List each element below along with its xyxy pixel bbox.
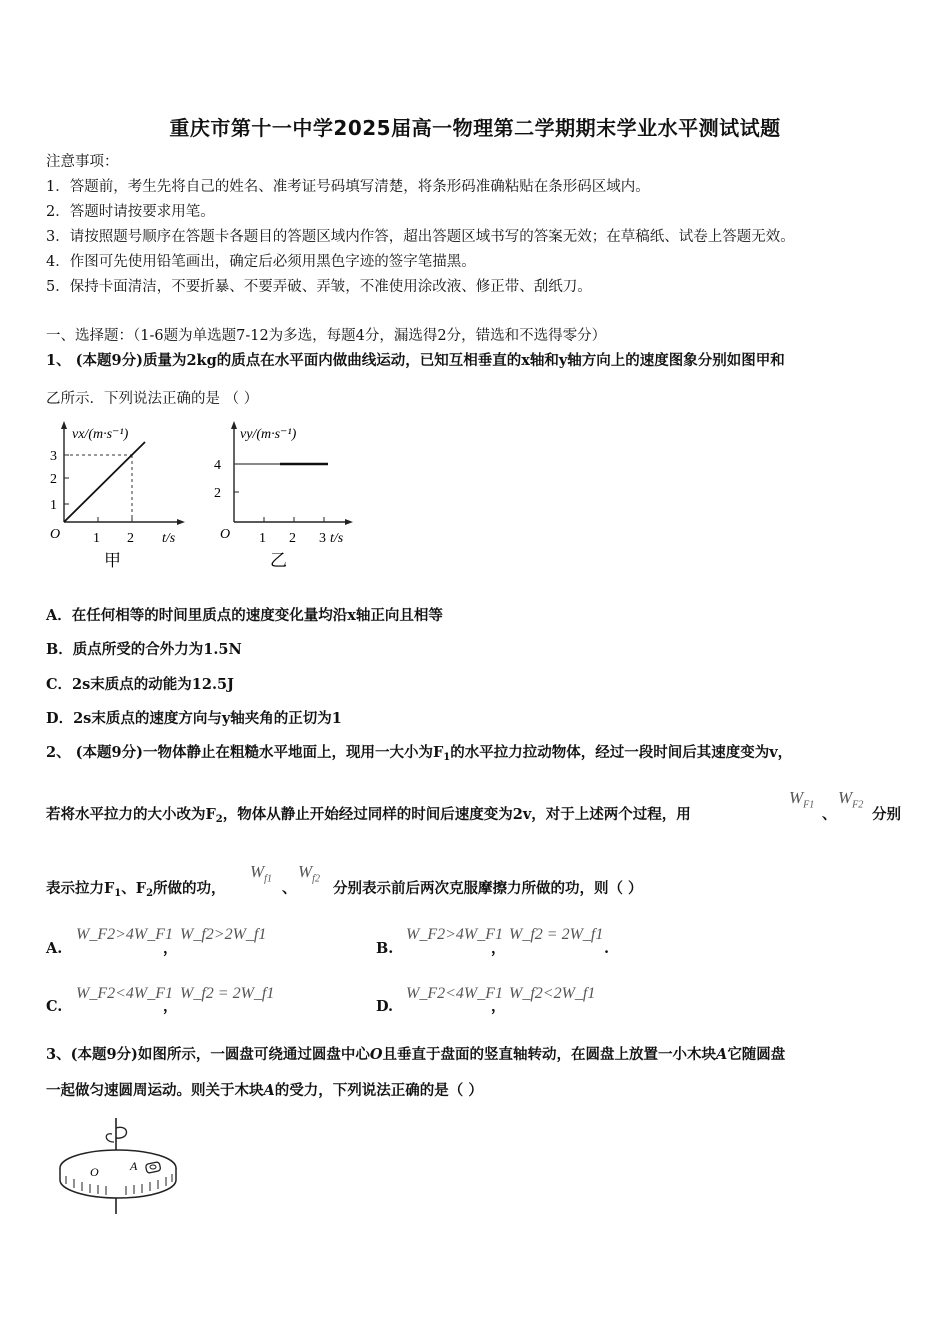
q2-line2-c: 分别 [872, 806, 901, 823]
q2-line2-b: ，物体从静止开始经过同样的时间后速度变为2v，对于上述两个过程，用 [222, 806, 691, 823]
yi-ytick-4: 4 [214, 458, 221, 473]
yi-ytick-2: 2 [214, 486, 221, 501]
notice-item-2: 2．答题时请按要求用笔。 [46, 204, 215, 220]
q2-option-d-comma: ， [491, 998, 506, 1015]
jia-origin: O [50, 527, 61, 542]
q2-option-a-expr1: W_F2>4W_F1 [76, 926, 173, 943]
q2-option-b-expr2: W_f2 = 2W_f1 [509, 926, 604, 943]
q2-line2-a: 若将水平拉力的大小改为F [46, 806, 216, 823]
q2-stem-line3: 表示拉力$F_1$、$F_2$所做的功， [46, 880, 226, 899]
yi-caption: 乙 [270, 551, 287, 570]
q2-option-d-label: D. [376, 998, 394, 1015]
q2-option-c-expr1: W_F2<4W_F1 [76, 985, 173, 1002]
q3-stem-line1: 3、(本题9分)如图所示，一圆盘可绕通过圆盘中心O且垂直于盘面的竖直轴转动，在圆盘上放置一小木块A它随圆盘 [46, 1046, 786, 1063]
jia-ytick-2: 2 [50, 472, 57, 487]
page-title: 重庆市第十一中学2025届高一物理第二学期期末学业水平测试试题 [169, 116, 781, 140]
q2-stem-line1 [46, 743, 792, 768]
q1-option-b: B．质点所受的合外力为1.5N [46, 641, 242, 658]
q2-option-a-label: A. [46, 940, 63, 957]
q2-option-b-expr1: W_F2>4W_F1 [406, 926, 503, 943]
q2-line1-sub: 1 [443, 752, 451, 763]
jia-caption: 甲 [104, 551, 121, 570]
q2-option-b-label: B. [376, 940, 394, 957]
q2-stem-line2 [46, 805, 691, 830]
q2-line2-separator: 、 [822, 806, 837, 823]
notice-item-1: 1．答题前，考生先将自己的姓名、准考证号码填写清楚，将条形码准确粘贴在条形码区域内。 [46, 179, 650, 195]
q2-option-a-expr2: W_f2>2W_f1 [180, 926, 267, 943]
q1-stem-line2: 乙所示．下列说法正确的是 （ ） [46, 391, 259, 407]
graph-yi [210, 418, 360, 576]
yi-xtick-3: 3 [319, 531, 326, 546]
rotating-disc-figure [52, 1114, 192, 1218]
q2-line3-c: 分别表示前后两次克服摩擦力所做的功，则（ ） [333, 880, 643, 897]
q2-option-b-period: . [604, 940, 610, 957]
symbol-WF2: $W_{F2}$ [838, 788, 864, 811]
notice-item-5: 5．保持卡面清洁，不要折暴、不要弄破、弄皱，不准使用涂改液、修正带、刮纸刀。 [46, 279, 592, 295]
section-heading: 一、选择题：（1-6题为单选题7-12为多选，每题4分，漏选得2分，错选和不选得零分） [46, 328, 607, 344]
q1-option-c: C．2s末质点的动能为12.5J [46, 676, 234, 693]
jia-ytick-3: 3 [50, 449, 57, 464]
notice-heading: 注意事项： [46, 154, 119, 170]
q3-stem-line2: 一起做匀速圆周运动。则关于木块A的受力，下列说法正确的是（ ） [46, 1082, 483, 1099]
q2-line2-sub: 2 [215, 814, 223, 825]
symbol-Wf1: $W_{f1}$ [250, 862, 272, 885]
q1-stem-line1: 1、 (本题9分)质量为2kg的质点在水平面内做曲线运动，已知互相垂直的x轴和y轴方向上的速度图象分别如图甲和 [46, 352, 785, 369]
jia-xlabel: t/s [162, 531, 176, 546]
yi-origin: O [220, 527, 231, 542]
yi-ylabel: vy/(m·s⁻¹) [240, 427, 297, 442]
disc-label-O: O [90, 1165, 99, 1179]
graph-jia [46, 418, 196, 576]
q2-option-d-expr2: W_f2<2W_f1 [509, 985, 596, 1002]
symbol-WF1: $W_{F1}$ [789, 788, 815, 811]
q2-line1-a: 2、 (本题9分)一物体静止在粗糙水平地面上，现用一大小为F [46, 744, 444, 761]
q1-option-a: A．在任何相等的时间里质点的速度变化量均沿x轴正向且相等 [46, 607, 443, 624]
jia-xtick-1: 1 [93, 531, 100, 546]
yi-xlabel: t/s [330, 531, 344, 546]
yi-xtick-1: 1 [259, 531, 266, 546]
notice-item-4: 4．作图可先使用铅笔画出，确定后必须用黑色字迹的签字笔描黑。 [46, 254, 476, 270]
q2-line3-separator: 、 [282, 880, 297, 897]
jia-ylabel: vx/(m·s⁻¹) [72, 427, 129, 442]
notice-item-3: 3．请按照题号顺序在答题卡各题目的答题区域内作答，超出答题区域书写的答案无效；在草稿纸、试卷上答题无效。 [46, 229, 795, 245]
q2-option-c-label: C. [46, 998, 63, 1015]
q2-option-b-comma: ， [491, 940, 506, 957]
q2-option-c-comma: ， [163, 998, 178, 1015]
q2-option-c-expr2: W_f2 = 2W_f1 [180, 985, 275, 1002]
q2-option-a-comma: ， [163, 940, 178, 957]
jia-ytick-1: 1 [50, 498, 57, 513]
q2-option-d-expr1: W_F2<4W_F1 [406, 985, 503, 1002]
disc-label-A: A [130, 1159, 138, 1173]
q2-line1-b: 的水平拉力拉动物体，经过一段时间后其速度变为v， [450, 744, 793, 761]
yi-xtick-2: 2 [289, 531, 296, 546]
jia-xtick-2: 2 [127, 531, 134, 546]
q1-option-d: D．2s末质点的速度方向与y轴夹角的正切为1 [46, 710, 342, 727]
symbol-Wf2: $W_{f2}$ [298, 862, 320, 885]
